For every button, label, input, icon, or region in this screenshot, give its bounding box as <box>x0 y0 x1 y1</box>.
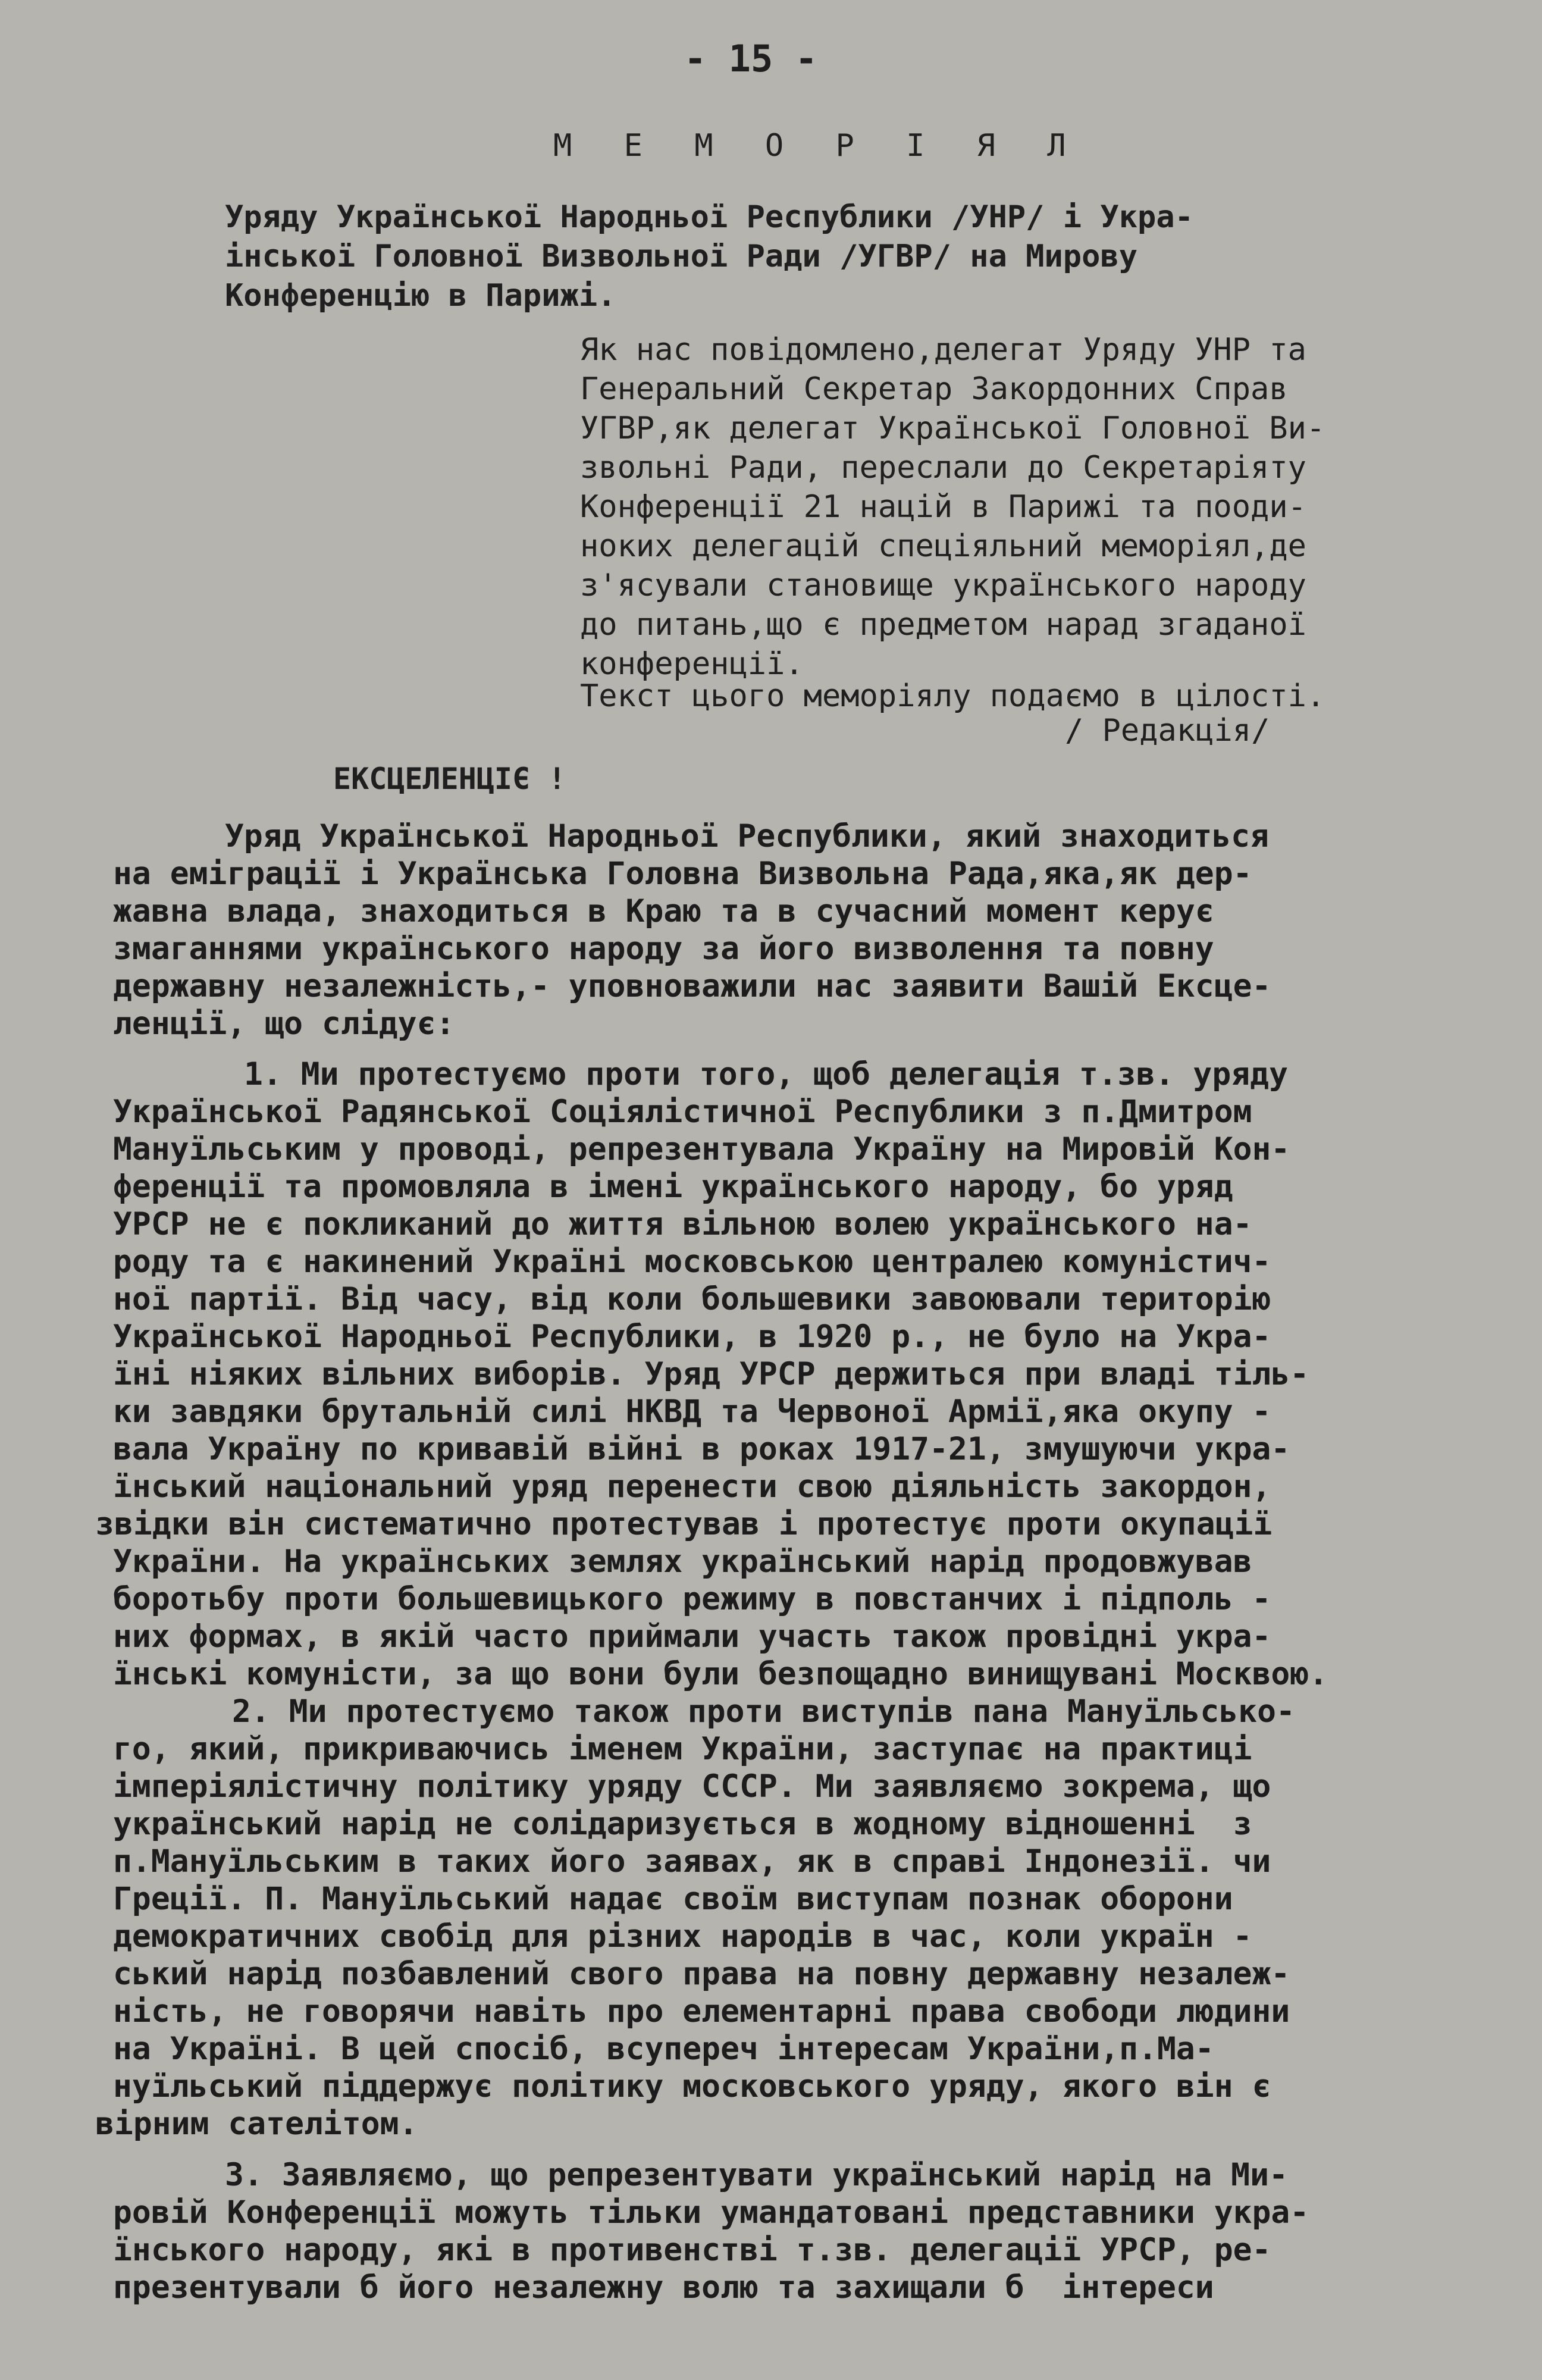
body-line: державну незалежність,- уповноважили нас заявити Вашій Ексце- <box>113 968 1271 1004</box>
page-number: - 15 - <box>684 37 817 80</box>
body-line: УРСР не є покликаний до життя вільною волею українського на- <box>113 1206 1252 1242</box>
body-line: імперіялістичну політику уряду СССР. Ми заявляємо зокрема, що <box>113 1768 1271 1805</box>
body-line: ленції, що слідує: <box>113 1006 455 1042</box>
addressee-line: Уряду Української Народньої Республики /УНР/ і Укра- <box>225 199 1193 235</box>
body-line: їнські комуністи, за що вони були безпощадно винищувані Москвою. <box>113 1656 1328 1692</box>
body-line: ність, не говорячи навіть про елементарні права свободи людини <box>113 1993 1290 2030</box>
body-line: презентували б його незалежну волю та захищали б інтереси <box>113 2269 1214 2306</box>
body-line: п.Мануїльським в таких його заявах, як в справі Індонезії. чи <box>113 1843 1271 1880</box>
body-line: на Україні. В цей спосіб, всупереч інтересам України,п.Ма- <box>113 2031 1214 2067</box>
body-line: ної партії. Від часу, від коли большевики завоювали територію <box>113 1281 1271 1317</box>
editorial-note-line: Як нас повідомлено,делегат Уряду УНР та <box>580 332 1306 368</box>
editorial-note-line: Генеральний Секретар Закордонних Справ <box>580 371 1288 407</box>
body-line: України. На українських землях український нарід продовжував <box>113 1543 1252 1580</box>
editorial-note-line: ноких делегацій спеціяльний меморіял,де <box>580 528 1306 564</box>
body-line: го, який, прикриваючись іменем України, заступає на практиці <box>113 1731 1252 1767</box>
editorial-note-line: Текст цього меморіялу подаємо в цілості. <box>580 678 1325 714</box>
body-line: ки завдяки брутальній силі НКВД та Червоної Армії,яка окупу - <box>113 1393 1271 1430</box>
body-line: змаганнями українського народу за його визволення та повну <box>113 931 1214 967</box>
body-line: вала Україну по кривавій війні в роках 1917-21, змушуючи укра- <box>113 1431 1290 1467</box>
body-line: звідки він систематично протестував і протестує проти окупації <box>95 1506 1273 1542</box>
editorial-note-line: конференції. <box>580 646 804 682</box>
body-line: Греції. П. Мануїльський надає своїм виступам познак оборони <box>113 1881 1233 1917</box>
body-line: Уряд Української Народньої Республики, який знаходиться <box>225 818 1269 854</box>
body-line: роду та є накинений Україні московською централею комуністич- <box>113 1244 1271 1280</box>
addressee-line: Конференцію в Парижі. <box>225 278 616 314</box>
body-line: Української Радянської Соціялістичної Республики з п.Дмитром <box>113 1094 1252 1130</box>
editorial-note-line: УГВР,як делегат Української Головної Ви- <box>580 411 1325 446</box>
body-line: боротьбу проти большевицького режиму в повстанчих і підполь - <box>113 1581 1271 1617</box>
editorial-note-line: до питань,що є предметом нарад згаданої <box>580 607 1306 643</box>
body-line: Мануїльським у проводі, репрезентувала Україну на Мировій Кон- <box>113 1131 1290 1167</box>
body-line: їні ніяких вільних виборів. Уряд УРСР держиться при владі тіль- <box>113 1356 1309 1392</box>
body-line: ський нарід позбавлений свого права на повну державну незалеж- <box>113 1956 1290 1992</box>
body-line: 2. Ми протестуємо також проти виступів пана Мануїльсько- <box>232 1693 1295 1730</box>
body-line: ференції та промовляла в імені українського народу, бо уряд <box>113 1169 1233 1205</box>
editorial-note-line: звольні Ради, переслали до Секретаріяту <box>580 450 1306 486</box>
body-line: вірним сателітом. <box>95 2106 418 2142</box>
body-line: жавна влада, знаходиться в Краю та в сучасний момент керує <box>113 893 1214 929</box>
body-line: їнського народу, які в противенстві т.зв. делегації УРСР, ре- <box>113 2232 1271 2268</box>
editorial-signature: / Редакція/ <box>1065 713 1270 749</box>
body-line: на еміграції і Українська Головна Визвольна Рада,яка,як дер- <box>113 856 1252 892</box>
body-line: них формах, в якій часто приймали участь також провідні укра- <box>113 1618 1271 1655</box>
salutation: ЕКСЦЕЛЕНЦІЄ ! <box>333 762 566 796</box>
body-line: Української Народньої Республики, в 1920 р., не було на Укра- <box>113 1319 1271 1355</box>
body-line: нуїльський піддержує політику московського уряду, якого він є <box>113 2068 1271 2105</box>
body-line: 1. Ми протестуємо проти того, щоб делегація т.зв. уряду <box>244 1056 1288 1092</box>
body-line: демократичних свобід для різних народів в час, коли україн - <box>113 1918 1252 1955</box>
body-line: 3. Заявляємо, що репрезентувати український нарід на Ми- <box>225 2157 1288 2193</box>
body-line: їнський національний уряд перенести свою діяльність закордон, <box>113 1468 1271 1505</box>
body-line: український нарід не солідаризується в жодному відношенні з <box>113 1806 1252 1842</box>
addressee-line: інської Головної Визвольної Ради /УГВР/ на Мирову <box>225 239 1138 274</box>
body-line: ровій Конференції можуть тільки умандатовані представники укра- <box>113 2194 1309 2231</box>
editorial-note-line: з'ясували становище українського народу <box>580 568 1306 603</box>
editorial-note-line: Конференції 21 націй в Парижі та пооди- <box>580 489 1306 525</box>
document-title: М Е М О Р І Я Л <box>553 128 1083 164</box>
